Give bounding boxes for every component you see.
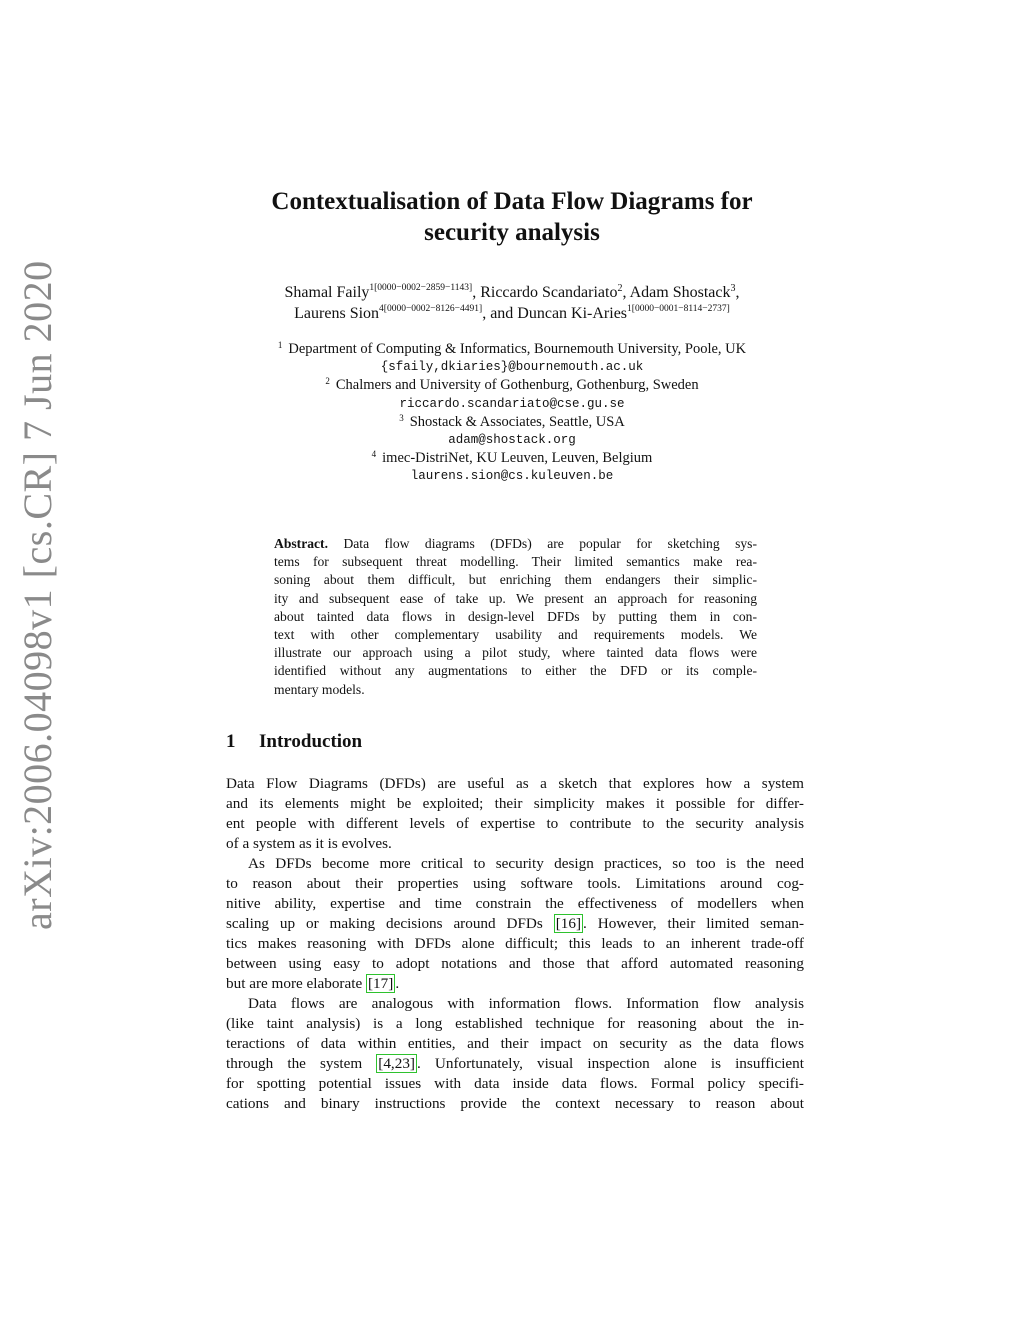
author-orcid: 1[0000−0001−8114−2737]	[627, 304, 730, 314]
abstract-line: text with other complementary usability and requirements models. We	[274, 627, 757, 643]
abstract-line: soning about them difficult, but enriching them endangers their simplic-	[274, 572, 757, 588]
affiliation	[200, 449, 824, 467]
body-line	[226, 1054, 804, 1074]
affiliation-email: {sfaily,dkiaries}@bournemouth.ac.uk	[380, 360, 644, 375]
affiliation-name: Department of Computing & Informatics, Bournemouth University, Poole, UK	[288, 341, 747, 357]
author-name: , Adam Shostack	[622, 284, 731, 301]
abstract-line: mentary models.	[274, 681, 365, 697]
body-line	[226, 974, 804, 994]
body-text: scaling up or making decisions around DFDs	[226, 915, 554, 932]
abstract	[274, 535, 757, 699]
abstract-line: tems for subsequent threat modelling. Their limited semantics make rea-	[274, 554, 757, 570]
author-name: , Riccardo Scandariato	[472, 284, 618, 301]
affiliation-list	[200, 340, 824, 486]
affiliation-email: adam@shostack.org	[448, 433, 576, 448]
body-text: through the system	[226, 1055, 377, 1072]
arxiv-identifier: arXiv:2006.04098v1 [cs.CR] 7 Jun 2020	[15, 260, 60, 930]
author-affiliation-marker: 2	[617, 283, 623, 294]
author-affiliation-marker: 3	[730, 283, 736, 294]
paper-title	[200, 186, 824, 248]
author-line	[180, 282, 844, 303]
section-number: 1	[226, 731, 236, 752]
affiliation	[200, 413, 824, 431]
affiliation-number: 3	[399, 412, 404, 423]
body-line: As DFDs become more critical to security design practices, so too is the need	[248, 855, 804, 872]
author-name: Laurens Sion	[294, 305, 380, 322]
body-text: .	[395, 975, 400, 992]
affiliation	[200, 340, 824, 358]
body-line: and its elements might be exploited; their simplicity makes it possible for differ-	[226, 795, 804, 812]
body-text: but are more elaborate	[226, 975, 366, 992]
abstract-line: about tainted data flows in design-level DFDs by putting them in con-	[274, 608, 757, 624]
abstract-line: identified without any augmentations to either the DFD or its comple-	[274, 663, 757, 679]
title-line: security analysis	[424, 219, 600, 246]
author-list	[180, 282, 844, 324]
affiliation-name: imec-DistriNet, KU Leuven, Leuven, Belgium	[382, 450, 653, 467]
body-line	[226, 914, 804, 934]
author-orcid: 1[0000−0002−2859−1143]	[369, 283, 473, 293]
affiliation-email: laurens.sion@cs.kuleuven.be	[410, 469, 614, 484]
author-name: Shamal Faily	[284, 284, 370, 301]
body-line: cations and binary instructions provide the context necessary to reason about	[226, 1095, 804, 1112]
affiliation-number: 1	[277, 340, 283, 350]
author-separator: ,	[735, 284, 740, 301]
affiliation	[200, 376, 824, 394]
affiliation-name: Shostack & Associates, Seattle, USA	[409, 413, 625, 430]
section-title: Introduction	[259, 731, 363, 752]
abstract-text: Data flow diagrams (DFDs) are popular for sketching sys-	[327, 536, 757, 551]
abstract-label: Abstract.	[274, 536, 328, 551]
author-orcid: 4[0000−0002−8126−4491]	[379, 304, 483, 314]
affiliation-name: Chalmers and University of Gothenburg, Gothenburg, Sweden	[335, 377, 699, 394]
author-name: , and Duncan Ki-Aries	[482, 305, 628, 322]
citation-link[interactable]: [4,23]	[378, 1055, 415, 1072]
affiliation-email: riccardo.scandariato@cse.gu.se	[399, 396, 625, 411]
body-line: nitive ability, expertise and time constrain the effectiveness of modellers when	[226, 895, 804, 912]
author-line	[180, 303, 844, 324]
introduction-body	[226, 774, 804, 1114]
body-line: Data Flow Diagrams (DFDs) are useful as a sketch that explores how a system	[226, 775, 804, 792]
section-heading	[226, 731, 362, 753]
body-line: tics makes reasoning with DFDs alone difficult; this leads to an inherent trade-off	[226, 935, 804, 952]
abstract-line: ity and subsequent ease of take up. We present an approach for reasoning	[274, 590, 757, 606]
body-line: Data flows are analogous with information flows. Information flow analysis	[248, 995, 804, 1012]
citation-link[interactable]: [17]	[368, 975, 394, 992]
citation-link[interactable]: [16]	[555, 915, 582, 932]
body-line: between using easy to adopt notations and those that afford automated reasoning	[226, 955, 804, 972]
body-line: to reason about their properties using software tools. Limitations around cog-	[226, 875, 804, 892]
abstract-line	[274, 535, 757, 553]
body-line: of a system as it is evolves.	[226, 835, 392, 852]
affiliation-number: 2	[325, 376, 330, 387]
abstract-line: illustrate our approach using a pilot study, where tainted data flows were	[274, 645, 757, 661]
body-line: ent people with different levels of expertise to contribute to the security analysis	[226, 815, 804, 832]
body-line: teractions of data within entities, and their impact on security as the data flows	[226, 1035, 804, 1052]
body-line: (like taint analysis) is a long established technique for reasoning about the in-	[226, 1015, 804, 1032]
body-text: . However, their limited seman-	[583, 915, 804, 932]
body-line: for spotting potential issues with data inside data flows. Formal policy specifi-	[226, 1075, 804, 1092]
body-text: . Unfortunately, visual inspection alone is insufficient	[416, 1055, 804, 1072]
affiliation-number: 4	[371, 449, 377, 460]
title-line: Contextualisation of Data Flow Diagrams for	[271, 188, 753, 215]
